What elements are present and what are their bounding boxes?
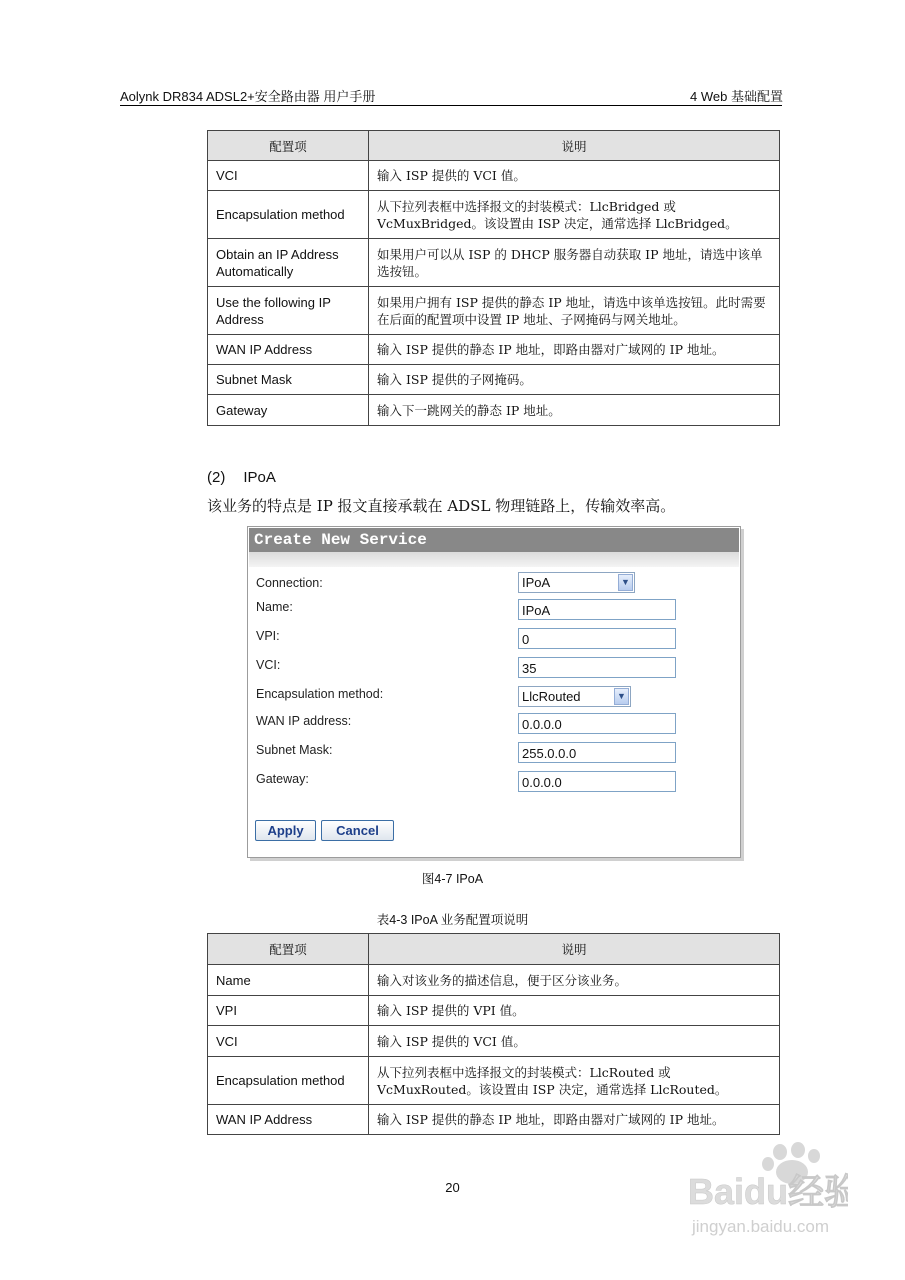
section-title: IPoA	[243, 469, 276, 486]
wan-ip-input[interactable]: 0.0.0.0	[518, 713, 676, 734]
encap-label: Encapsulation method:	[256, 687, 384, 701]
row-item: WAN IP Address	[208, 1105, 369, 1135]
baidu-watermark	[688, 1142, 848, 1242]
paw-logo-icon	[688, 1142, 848, 1242]
row-item: Use the following IP Address	[208, 287, 369, 335]
table-row	[208, 395, 780, 426]
vci-label: VCI:	[256, 658, 281, 672]
name-input[interactable]: IPoA	[518, 599, 676, 620]
header-title: Aolynk DR834 ADSL2+安全路由器 用户手册	[120, 89, 376, 104]
table-header-item: 配置项	[208, 131, 369, 161]
gateway-label: Gateway:	[256, 772, 309, 786]
vci-input[interactable]: 35	[518, 657, 676, 678]
header-chapter: 4 Web 基础配置	[690, 89, 783, 104]
vpi-label: VPI:	[256, 629, 280, 643]
row-desc: 输入 ISP 提供的静态 IP 地址，即路由器对广域网的 IP 地址。	[369, 335, 780, 365]
table-row	[208, 287, 780, 335]
row-item: WAN IP Address	[208, 335, 369, 365]
row-desc: 输入 ISP 提供的 VCI 值。	[369, 161, 780, 191]
gateway-input[interactable]: 0.0.0.0	[518, 771, 676, 792]
create-service-panel	[247, 526, 741, 858]
table-row	[208, 161, 780, 191]
table-row	[208, 1057, 780, 1105]
row-item: VCI	[208, 1026, 369, 1057]
table-header-desc: 说明	[369, 131, 780, 161]
apply-button[interactable]: Apply	[255, 820, 316, 841]
panel-title: Create New Service	[249, 528, 739, 552]
config-table-1	[207, 130, 780, 426]
row-desc: 输入 ISP 提供的 VCI 值。	[369, 1026, 780, 1057]
subnet-label: Subnet Mask:	[256, 743, 333, 757]
watermark-url: jingyan.baidu.com	[692, 1217, 830, 1236]
row-desc: 输入下一跳网关的静态 IP 地址。	[369, 395, 780, 426]
watermark-brand: Baidu经验	[688, 1171, 848, 1212]
row-item: Subnet Mask	[208, 365, 369, 395]
table-row	[208, 996, 780, 1026]
row-desc: 输入 ISP 提供的子网掩码。	[369, 365, 780, 395]
table-caption: 表4-3 IPoA 业务配置项说明	[376, 913, 529, 927]
chevron-down-icon[interactable]: ▼	[614, 688, 629, 705]
page-number: 20	[445, 1180, 460, 1195]
encap-select[interactable]	[518, 686, 631, 707]
section-heading	[207, 469, 276, 486]
table-header-item: 配置项	[208, 934, 369, 965]
row-item: Encapsulation method	[208, 1057, 369, 1105]
row-desc: 从下拉列表框中选择报文的封装模式：LlcRouted 或 VcMuxRouted。该设置由 ISP 决定，通常选择 LlcRouted。	[369, 1057, 780, 1105]
vpi-input[interactable]: 0	[518, 628, 676, 649]
config-table-3	[207, 933, 780, 1135]
row-desc: 如果用户可以从 ISP 的 DHCP 服务器自动获取 IP 地址，请选中该单选按钮。	[369, 239, 780, 287]
row-item: Obtain an IP Address Automatically	[208, 239, 369, 287]
panel-title-shadow	[249, 552, 739, 567]
row-item: VPI	[208, 996, 369, 1026]
table-row	[208, 1105, 780, 1135]
encap-value: LlcRouted	[522, 689, 581, 704]
row-item: VCI	[208, 161, 369, 191]
row-item: Name	[208, 965, 369, 996]
subnet-input[interactable]: 255.0.0.0	[518, 742, 676, 763]
table-row	[208, 335, 780, 365]
row-item: Gateway	[208, 395, 369, 426]
connection-value: IPoA	[522, 575, 551, 590]
header-rule	[120, 105, 782, 106]
row-desc: 输入 ISP 提供的静态 IP 地址，即路由器对广域网的 IP 地址。	[369, 1105, 780, 1135]
section-number: (2)	[207, 469, 226, 486]
table-row	[208, 965, 780, 996]
figure-caption: 图4-7 IPoA	[421, 872, 484, 886]
name-label: Name:	[256, 600, 293, 614]
table-row	[208, 1026, 780, 1057]
table-header-desc: 说明	[369, 934, 780, 965]
row-item: Encapsulation method	[208, 191, 369, 239]
connection-select[interactable]	[518, 572, 635, 593]
wan-ip-label: WAN IP address:	[256, 714, 352, 728]
table-row	[208, 191, 780, 239]
connection-label: Connection:	[256, 576, 323, 590]
chevron-down-icon[interactable]: ▼	[618, 574, 633, 591]
table-row	[208, 365, 780, 395]
row-desc: 输入对该业务的描述信息，便于区分该业务。	[369, 965, 780, 996]
row-desc: 如果用户拥有 ISP 提供的静态 IP 地址，请选中该单选按钮。此时需要在后面的配置项中设置 IP 地址、子网掩码与网关地址。	[369, 287, 780, 335]
row-desc: 从下拉列表框中选择报文的封装模式：LlcBridged 或 VcMuxBridged。该设置由 ISP 决定，通常选择 LlcBridged。	[369, 191, 780, 239]
section-intro: 该业务的特点是 IP 报文直接承载在 ADSL 物理链路上，传输效率高。	[207, 497, 676, 515]
cancel-button[interactable]: Cancel	[321, 820, 394, 841]
table-row	[208, 239, 780, 287]
row-desc: 输入 ISP 提供的 VPI 值。	[369, 996, 780, 1026]
